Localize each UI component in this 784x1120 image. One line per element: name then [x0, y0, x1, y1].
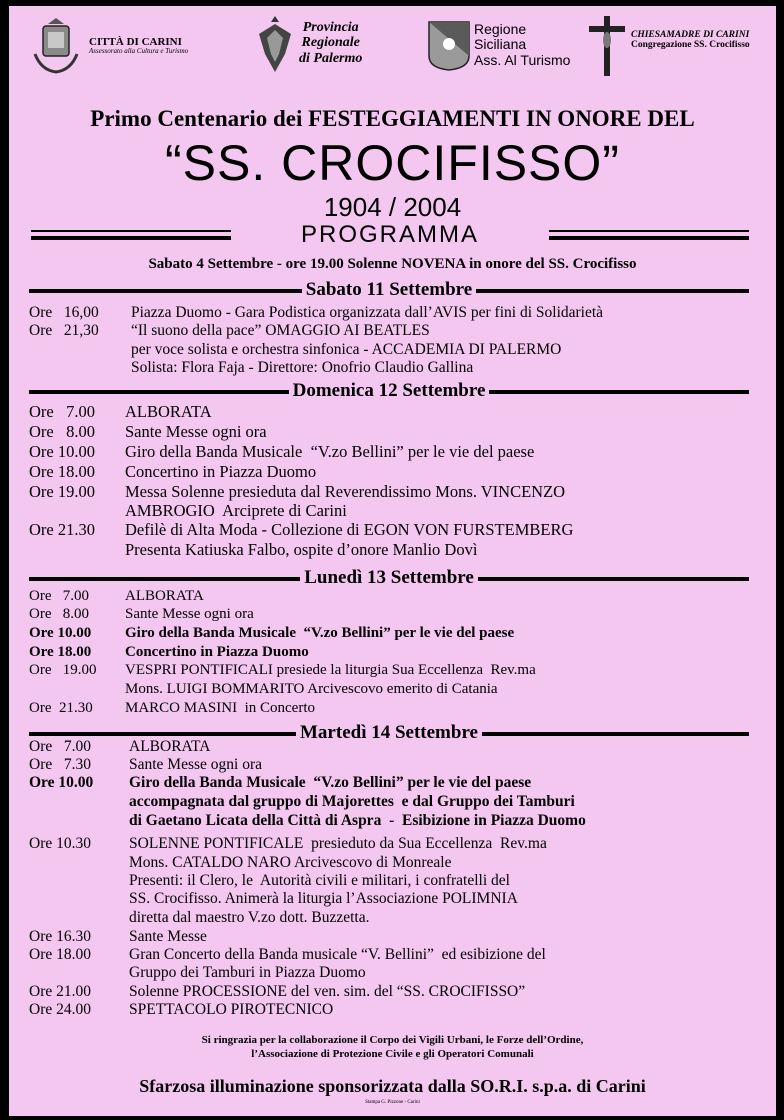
row-description: Sante Messe ogni ora [125, 606, 254, 622]
section-heading-label: Martedì 14 Settembre [296, 722, 482, 743]
row-description: ALBORATA [129, 738, 211, 755]
row-time: Ore 18.00 [29, 946, 91, 963]
row-description: Defilè di Alta Moda - Collezione di EGON VON FURSTEMBERG [125, 520, 574, 539]
row-description: Mons. LUIGI BOMMARITO Arcivescovo emerito di Catania [125, 681, 498, 697]
programma-rule-left-top [31, 230, 231, 232]
row-description: Messa Solenne presieduta dal Reverendissimo Mons. VINCENZO [125, 482, 566, 501]
row-description: accompagnata dal gruppo di Majorettes e dal Gruppo dei Tamburi [129, 793, 575, 810]
row-description: AMBROGIO Arciprete di Carini [125, 501, 347, 520]
programma-label: PROGRAMMA [300, 221, 479, 248]
thanks-line1: Si ringrazia per la collaborazione il Corpo dei Vigili Urbani, le Forze dell’Ordine, [201, 1034, 584, 1046]
row-time: Ore 16.30 [29, 928, 91, 945]
chiesa-line1: CHIESAMADRE DI CARINI [631, 30, 750, 40]
programma-rule-right-top [549, 230, 749, 232]
carini-title: CITTÀ DI CARINI [89, 36, 182, 48]
provincia-line3: di Palermo [299, 50, 363, 66]
programma-rule-left [31, 236, 231, 240]
programma-rule-right [549, 236, 749, 240]
row-description: Giro della Banda Musicale “V.zo Bellini” per le vie del paese [129, 774, 532, 791]
row-time: Ore 8.00 [29, 422, 95, 441]
section-heading-label: Lunedì 13 Settembre [300, 567, 478, 588]
row-time: Ore 10.00 [29, 774, 94, 791]
row-time: Ore 16,00 [29, 304, 99, 321]
provincia-line2: Regionale [301, 35, 360, 51]
row-description: ALBORATA [125, 588, 204, 604]
row-time: Ore 24.00 [29, 1001, 91, 1018]
carini-crest-icon [31, 14, 81, 74]
novena-line: Sabato 4 Settembre - ore 19.00 Solenne NOVENA in onore del SS. Crocifisso [148, 256, 637, 272]
row-description: per voce solista e orchestra sinfonica - ACCADEMIA DI PALERMO [131, 341, 562, 358]
section-heading [29, 567, 749, 589]
row-description: di Gaetano Licata della Città di Aspra - Esibizione in Piazza Duomo [129, 812, 586, 829]
row-description: Sante Messe ogni ora [129, 756, 263, 773]
row-description: Gran Concerto della Banda musicale “V. Bellini” ed esibizione del [129, 946, 546, 963]
crucifix-icon [585, 14, 629, 78]
provincia-line1: Provincia [302, 20, 359, 35]
carini-subtitle: Assessorato alla Cultura e Turismo [89, 47, 189, 56]
row-description: Solista: Flora Faja - Direttore: Onofrio Claudio Gallina [131, 359, 474, 376]
section-heading [29, 380, 749, 402]
row-time: Ore 19.00 [29, 662, 97, 678]
row-description: Concertino in Piazza Duomo [125, 462, 317, 481]
row-time: Ore 21.00 [29, 983, 91, 1000]
poster [9, 6, 776, 1116]
row-time: Ore 19.00 [29, 482, 95, 501]
regione-trinacria-icon [427, 20, 471, 72]
row-description: SPETTACOLO PIROTECNICO [129, 1001, 334, 1018]
row-description: “Il suono della pace” OMAGGIO AI BEATLES [131, 322, 430, 339]
title-line1: Primo Centenario dei FESTEGGIAMENTI IN ONORE DEL [90, 106, 695, 131]
row-description: VESPRI PONTIFICALI presiede la liturgia Sua Eccellenza Rev.ma [125, 662, 536, 678]
row-description: Concertino in Piazza Duomo [125, 644, 309, 660]
row-description: diretta dal maestro V.zo dott. Buzzetta. [129, 909, 370, 926]
sponsor-line: Sfarzosa illuminazione sponsorizzata dalla SO.R.I. s.p.a. di Carini [139, 1076, 646, 1096]
row-description: SS. Crocifisso. Animerà la liturgia l’Associazione POLIMNIA [129, 890, 518, 907]
row-time: Ore 10.30 [29, 835, 91, 852]
row-description: SOLENNE PONTIFICALE presieduto da Sua Eccellenza Rev.ma [129, 835, 547, 852]
thanks-line2: l’Associazione di Protezione Civile e gli Operatori Comunali [251, 1048, 534, 1060]
row-description: Presenta Katiuska Falbo, ospite d’onore Manlio Dovì [125, 540, 478, 559]
row-time: Ore 21.30 [29, 700, 93, 716]
row-description: MARCO MASINI in Concerto [125, 700, 315, 716]
regione-line3: Ass. Al Turismo [474, 51, 571, 68]
row-time: Ore 7.00 [29, 402, 95, 421]
regione-line1: Regione [474, 21, 527, 37]
row-time: Ore 10.00 [29, 625, 92, 641]
years: 1904 / 2004 [323, 192, 462, 222]
row-description: Presenti: il Clero, le Autorità civili e militari, i confratelli del [129, 872, 510, 889]
row-time: Ore 18.00 [29, 644, 92, 660]
section-heading [29, 279, 749, 301]
row-description: ALBORATA [125, 402, 212, 421]
row-time: Ore 21,30 [29, 322, 99, 339]
chiesa-line2: Congregazione SS. Crocifisso [631, 40, 750, 51]
row-description: Sante Messe ogni ora [125, 422, 267, 441]
row-time: Ore 7.00 [29, 738, 91, 755]
row-time: Ore 21.30 [29, 520, 95, 539]
section-heading-label: Domenica 12 Settembre [289, 380, 490, 401]
row-time: Ore 10.00 [29, 442, 95, 461]
row-time: Ore 18.00 [29, 462, 95, 481]
row-description: Sante Messe [129, 928, 207, 945]
row-description: Gruppo dei Tamburi in Piazza Duomo [129, 964, 366, 981]
row-description: Mons. CATALDO NARO Arcivescovo di Monreale [129, 854, 452, 871]
row-time: Ore 8.00 [29, 606, 89, 622]
row-description: Piazza Duomo - Gara Podistica organizzata dall’AVIS per fini di Solidarietà [131, 304, 604, 321]
row-time: Ore 7.30 [29, 756, 91, 773]
print-credit: Stampa G. Pizzone - Carini [365, 1100, 420, 1105]
row-description: Giro della Banda Musicale “V.zo Bellini” per le vie del paese [125, 625, 515, 641]
row-description: Giro della Banda Musicale “V.zo Bellini” per le vie del paese [125, 442, 535, 461]
regione-line2: Siciliana [474, 36, 527, 53]
row-time: Ore 7.00 [29, 588, 89, 604]
row-description: Solenne PROCESSIONE del ven. sim. del “SS. CROCIFISSO” [129, 983, 526, 1000]
section-heading-label: Sabato 11 Settembre [302, 279, 476, 300]
main-title: “SS. CROCIFISSO” [165, 135, 620, 191]
provincia-eagle-icon [255, 14, 295, 78]
